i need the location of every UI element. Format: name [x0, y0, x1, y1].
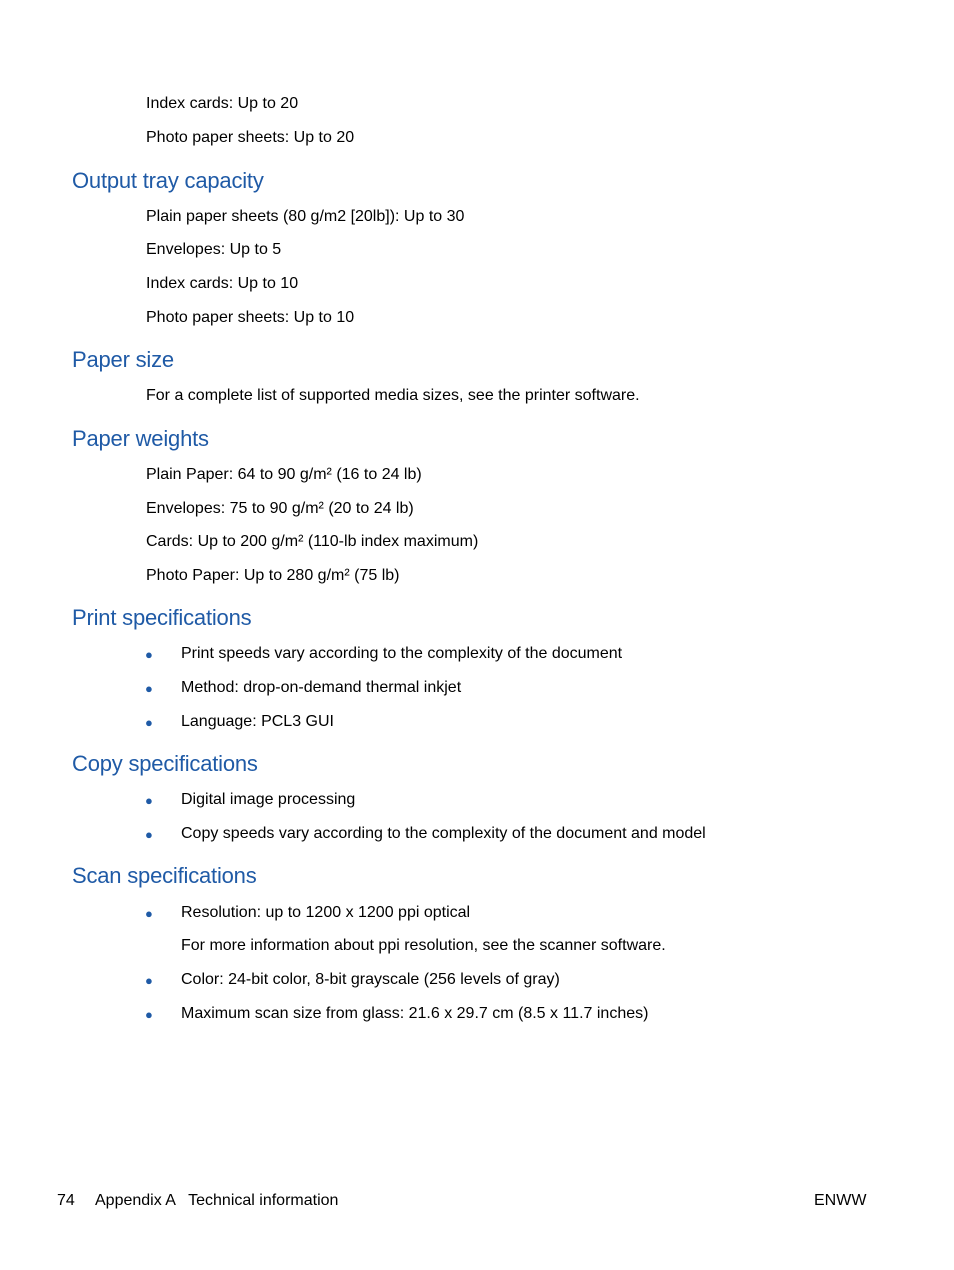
paper-weight-cards: Cards: Up to 200 g/m² (110-lb index maximum) — [146, 533, 479, 550]
output-tray-index-cards: Index cards: Up to 10 — [146, 275, 299, 292]
heading-copy-specifications: Copy specifications — [72, 751, 258, 776]
heading-print-specifications: Print specifications — [72, 605, 252, 630]
heading-paper-size: Paper size — [72, 347, 174, 372]
bullet-icon: ● — [145, 715, 153, 730]
scan-spec-resolution: Resolution: up to 1200 x 1200 ppi optical — [181, 904, 471, 921]
bullet-icon: ● — [145, 973, 153, 988]
footer-section: Appendix A Technical information — [95, 1192, 339, 1209]
heading-scan-specifications: Scan specifications — [72, 863, 257, 888]
footer-locale: ENWW — [814, 1192, 867, 1209]
copy-spec-speeds: Copy speeds vary according to the complexity of the document and model — [181, 825, 706, 842]
bullet-icon: ● — [145, 906, 153, 921]
copy-spec-processing: Digital image processing — [181, 791, 356, 808]
paper-weight-photo: Photo Paper: Up to 280 g/m² (75 lb) — [146, 567, 400, 584]
output-tray-photo-paper: Photo paper sheets: Up to 10 — [146, 309, 355, 326]
input-tray-photo-paper: Photo paper sheets: Up to 20 — [146, 129, 355, 146]
paper-size-text: For a complete list of supported media sizes, see the printer software. — [146, 387, 640, 404]
bullet-icon: ● — [145, 1007, 153, 1022]
paper-weight-plain: Plain Paper: 64 to 90 g/m² (16 to 24 lb) — [146, 466, 422, 483]
input-tray-index-cards: Index cards: Up to 20 — [146, 95, 299, 112]
output-tray-plain-paper: Plain paper sheets (80 g/m2 [20lb]): Up to 30 — [146, 208, 465, 225]
bullet-icon: ● — [145, 681, 153, 696]
bullet-icon: ● — [145, 827, 153, 842]
heading-paper-weights: Paper weights — [72, 426, 209, 451]
print-spec-method: Method: drop-on-demand thermal inkjet — [181, 679, 462, 696]
bullet-icon: ● — [145, 793, 153, 808]
scan-spec-max-size: Maximum scan size from glass: 21.6 x 29.7 cm (8.5 x 11.7 inches) — [181, 1005, 649, 1022]
print-spec-speeds: Print speeds vary according to the complexity of the document — [181, 645, 623, 662]
print-spec-language: Language: PCL3 GUI — [181, 713, 334, 730]
bullet-icon: ● — [145, 647, 153, 662]
scan-spec-resolution-note: For more information about ppi resolution, see the scanner software. — [181, 937, 666, 954]
scan-spec-color: Color: 24-bit color, 8-bit grayscale (256 levels of gray) — [181, 971, 560, 988]
paper-weight-envelopes: Envelopes: 75 to 90 g/m² (20 to 24 lb) — [146, 500, 414, 517]
output-tray-envelopes: Envelopes: Up to 5 — [146, 241, 282, 258]
heading-output-tray-capacity: Output tray capacity — [72, 168, 264, 193]
footer-page-number: 74 — [57, 1192, 75, 1209]
